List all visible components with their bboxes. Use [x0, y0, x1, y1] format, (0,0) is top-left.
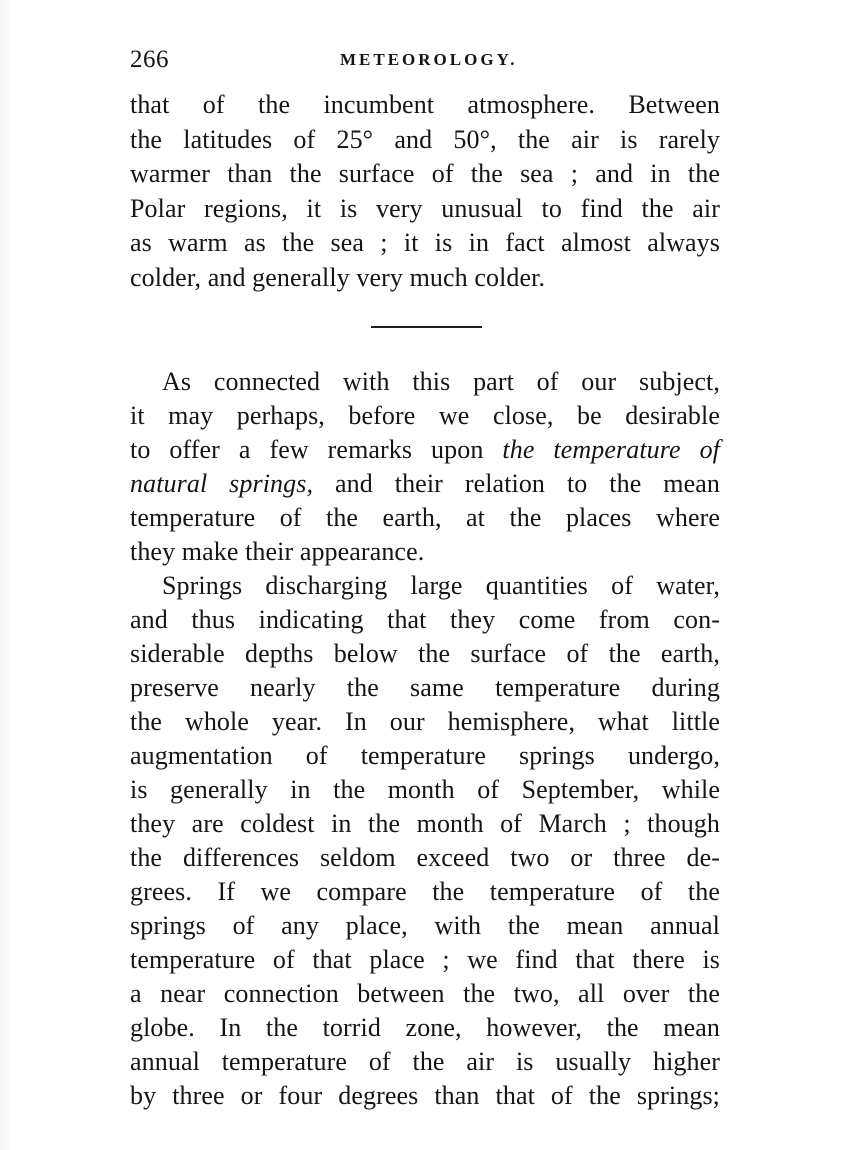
continued-paragraph: [130, 88, 720, 295]
text-line: annual temperature of the air is usually higher: [130, 1047, 720, 1076]
text-line: temperature of that place ; we find that there is: [130, 945, 720, 974]
text-fragment: and their relation to the mean: [313, 469, 720, 498]
running-head: [130, 42, 720, 78]
text-line: the differences seldom exceed two or three de-: [130, 843, 720, 872]
text-line: grees. If we compare the temperature of the: [130, 877, 720, 906]
main-text: [130, 365, 720, 1113]
text-line: a near connection between the two, all over the: [130, 979, 720, 1008]
page-number: 266: [130, 46, 169, 73]
text-line: it may perhaps, before we close, be desirable: [130, 401, 720, 430]
paragraph-first-line: Springs discharging large quantities of water,: [162, 571, 720, 600]
text-line: that of the incumbent atmosphere. Between: [130, 90, 720, 119]
italic-phrase: natural springs,: [130, 469, 314, 498]
text-line: temperature of the earth, at the places where: [130, 503, 720, 532]
paragraph-first-line: As connected with this part of our subject,: [162, 367, 720, 396]
text-line: they are coldest in the month of March ; though: [130, 809, 720, 838]
text-line: the whole year. In our hemisphere, what little: [130, 707, 720, 736]
text-line: they make their appearance.: [130, 537, 425, 566]
text-line: and thus indicating that they come from con-: [130, 605, 720, 634]
text-line: globe. In the torrid zone, however, the mean: [130, 1013, 720, 1042]
text-line: augmentation of temperature springs undergo,: [130, 741, 720, 770]
text-line-with-italic: [130, 433, 720, 467]
text-line: Polar regions, it is very unusual to find the air: [130, 193, 720, 223]
italic-phrase: the temperature of: [502, 435, 721, 464]
page-edge-shadow: [0, 0, 12, 1150]
section-divider: [371, 326, 482, 328]
text-line: siderable depths below the surface of the earth,: [130, 639, 720, 668]
text-fragment: to offer a few remarks upon: [130, 435, 503, 464]
text-line: is generally in the month of September, while: [130, 775, 720, 804]
running-title: METEOROLOGY.: [340, 50, 518, 69]
text-line: as warm as the sea ; it is in fact almost always: [130, 228, 720, 257]
text-line: warmer than the surface of the sea ; and in the: [130, 159, 720, 188]
text-line: springs of any place, with the mean annual: [130, 911, 720, 940]
text-line-with-italic: [130, 467, 720, 501]
text-line: colder, and generally very much colder.: [130, 262, 546, 292]
text-line: by three or four degrees than that of the springs;: [130, 1081, 720, 1110]
text-line: the latitudes of 25° and 50°, the air is rarely: [130, 124, 720, 154]
text-line: preserve nearly the same temperature during: [130, 673, 720, 702]
